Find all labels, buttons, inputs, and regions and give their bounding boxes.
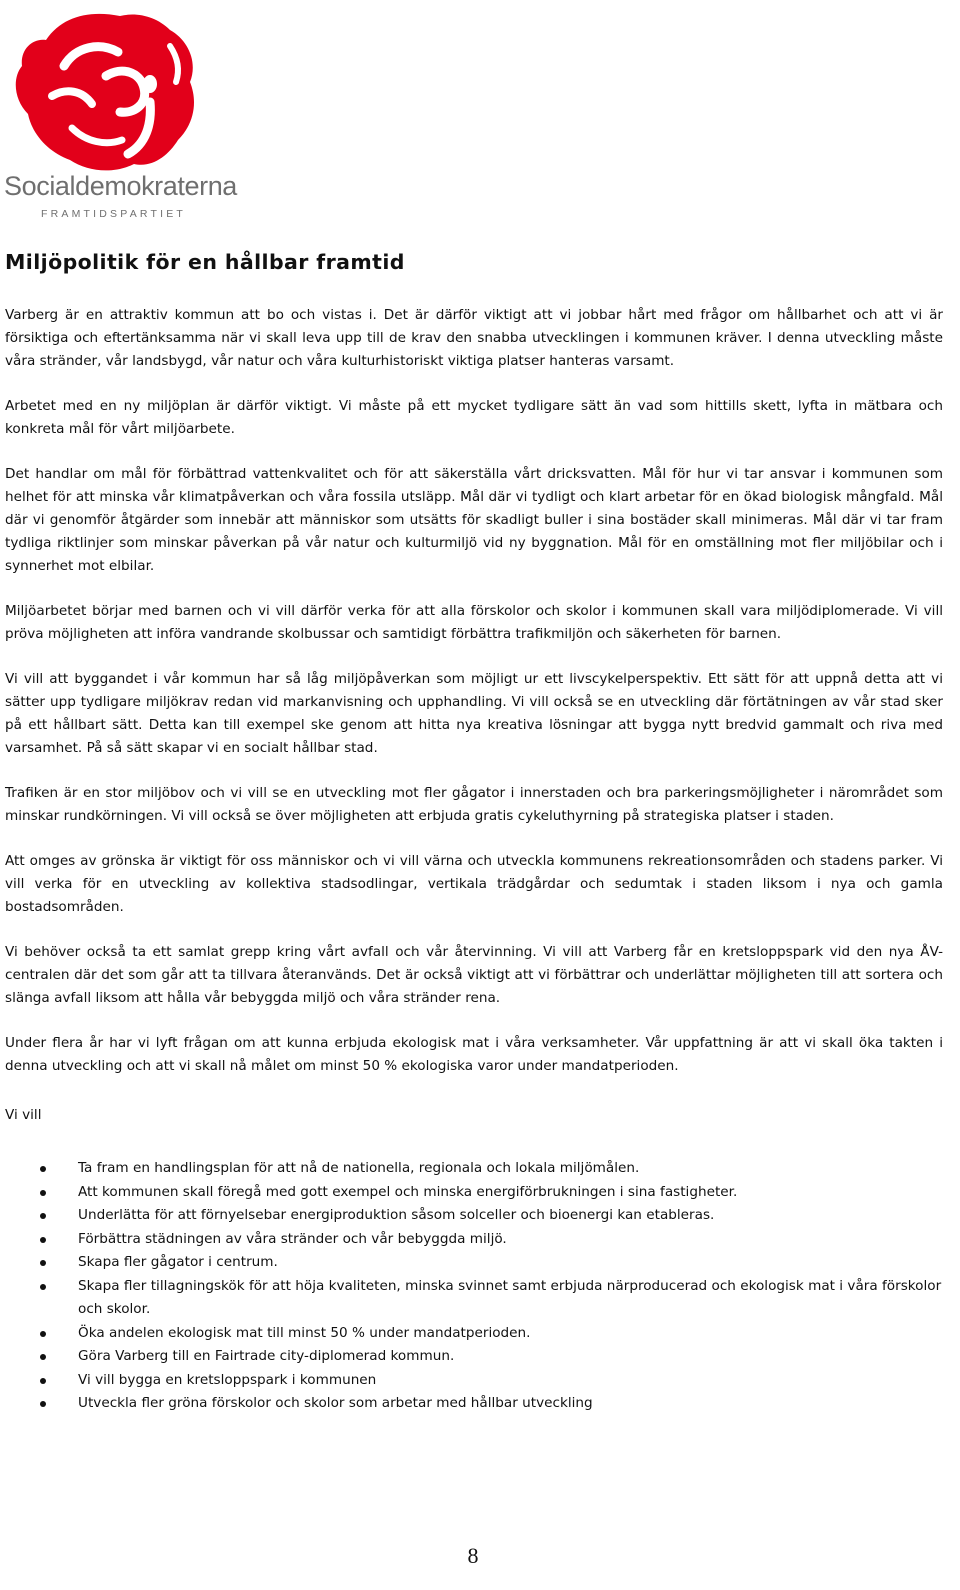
list-item-text: Utveckla fler gröna förskolor och skolor som arbetar med hållbar utveckling [78,1395,593,1411]
bullet-icon [40,1166,46,1172]
document-body [5,304,943,1416]
bullet-icon [40,1190,46,1196]
logo-tagline: FRAMTIDSPARTIET [41,208,187,220]
list-item-text: Göra Varberg till en Fairtrade city-diplomerad kommun. [78,1348,455,1364]
paragraph: Trafiken är en stor miljöbov och vi vill se en utveckling mot fler gågator i innerstaden och bra parkeringsmöjligheter i närområdet som minskar rundkörningen. Vi vill också se över möjligheten att erbjuda gratis cykeluthyrning på strategiska platser i staden. [5,785,943,824]
paragraph: Vi vill att byggandet i vår kommun har så låg miljöpåverkan som möjligt ur ett livscykelperspektiv. Ett sätt för att uppnå detta att vi sätter upp tydligare miljökrav redan vid markanvisning och upphandling. Vi vill också se en utveckling där förtätningen av vår stad sker på ett hållbart sätt. Detta kan till exempel ske genom att hitta nya kreativa lösningar att bygga nytt bredvid gammalt och riva med varsamhet. På så sätt skapar vi en socialt hållbar stad. [5,671,943,756]
list-item-text: Skapa fler tillagningskök för att höja kvaliteten, minska svinnet samt erbjuda närproducerad och ekologisk mat i våra förskolor och skolor. [78,1277,942,1317]
list-item [5,1322,943,1346]
paragraph: Arbetet med en ny miljöplan är därför viktigt. Vi måste på ett mycket tydligare sätt än vad som hittills skett, lyfta in mätbara och konkreta mål för vårt miljöarbete. [5,398,943,437]
goals-list [5,1157,943,1416]
list-item [5,1181,943,1205]
bullet-icon [40,1260,46,1266]
list-item-text: Ta fram en handlingsplan för att nå de nationella, regionala och lokala miljömålen. [78,1160,640,1176]
bullet-icon [40,1237,46,1243]
list-item [5,1228,943,1252]
bullet-icon [40,1331,46,1337]
paragraph: Miljöarbetet börjar med barnen och vi vill därför verka för att alla förskolor och skolor i kommunen skall vara miljödiplomerade. Vi vill pröva möjligheten att införa vandrande skolbussar och samtidigt förbättra trafikmiljön och säkerheten för barnen. [5,603,943,642]
paragraph: Det handlar om mål för förbättrad vattenkvalitet och för att säkerställa vårt dricksvatten. Mål för hur vi tar ansvar i kommunen som helhet för att minska vår klimatpåverkan och våra fossila utsläpp. Mål där vi tydligt och klart arbetar för en ökad biologisk mångfald. Mål där vi genomför åtgärder som innebär att människor som utsätts för skadligt buller i sina bostäder skall minimeras. Mål där vi tar fram tydliga riktlinjer som minskar påverkan på vår natur och kulturmiljö vid ny byggnation. Mål för en omställning mot fler miljöbilar och i synnerhet mot elbilar. [5,466,943,574]
bullet-icon [40,1354,46,1360]
list-item [5,1204,943,1228]
list-item-text: Skapa fler gågator i centrum. [78,1254,278,1270]
list-item [5,1251,943,1275]
bullet-icon [40,1284,46,1290]
list-item-text: Öka andelen ekologisk mat till minst 50 % under mandatperioden. [78,1324,531,1341]
bullet-icon [40,1213,46,1219]
page-number: 8 [467,1543,479,1568]
logo-wordmark: Socialdemokraterna [4,171,237,201]
list-item [5,1345,943,1369]
paragraph: Att omges av grönska är viktigt för oss människor och vi vill värna och utveckla kommunens rekreationsområden och stadens parker. Vi vill verka för en utveckling av kollektiva stadsodlingar, vertikala trädgårdar och sedumtak i staden liksom i nya och gamla bostadsområden. [5,853,943,915]
paragraph: Vi behöver också ta ett samlat grepp kring vårt avfall och vår återvinning. Vi vill att Varberg får en kretsloppspark vid den nya ÅV-centralen där det som går att ta tillvara återanvänds. Det är också viktigt att vi förbättrar och underlättar möjligheten till att sortera och slänga avfall liksom att hålla vår bebyggda miljö och våra stränder rena. [5,944,943,1006]
paragraph: Under flera år har vi lyft frågan om att kunna erbjuda ekologisk mat i våra verksamheter. Vår uppfattning är att vi skall öka takten i denna utveckling och att vi skall nå målet om minst 50 % ekologiska varor under mandatperioden. [5,1035,943,1074]
list-item-text: Förbättra städningen av våra stränder och vår bebyggda miljö. [78,1230,507,1247]
paragraph: Varberg är en attraktiv kommun att bo och vistas i. Det är därför viktigt att vi jobbar hårt med frågor om hållbarhet och att vi är försiktiga och eftertänksamma när vi skall leva upp till de krav den snabba utvecklingen i kommunen kräver. I denna utveckling måste våra stränder, vår landsbygd, vår natur och våra kulturhistoriskt viktiga platser hanteras varsamt. [5,307,943,369]
list-item [5,1157,943,1181]
list-item-text: Vi vill bygga en kretsloppspark i kommunen [78,1371,377,1388]
list-intro: Vi vill [5,1107,42,1123]
bullet-icon [40,1401,46,1407]
list-item-text: Att kommunen skall föregå med gott exempel och minska energiförbrukningen i sina fastigheter. [78,1183,738,1200]
list-item-text: Underlätta för att förnyelsebar energiproduktion såsom solceller och bioenergi kan etableras. [78,1207,715,1223]
list-item [5,1369,943,1393]
page-title: Miljöpolitik för en hållbar framtid [5,250,405,274]
bullet-icon [40,1378,46,1384]
list-item [5,1275,943,1322]
list-item [5,1392,943,1416]
